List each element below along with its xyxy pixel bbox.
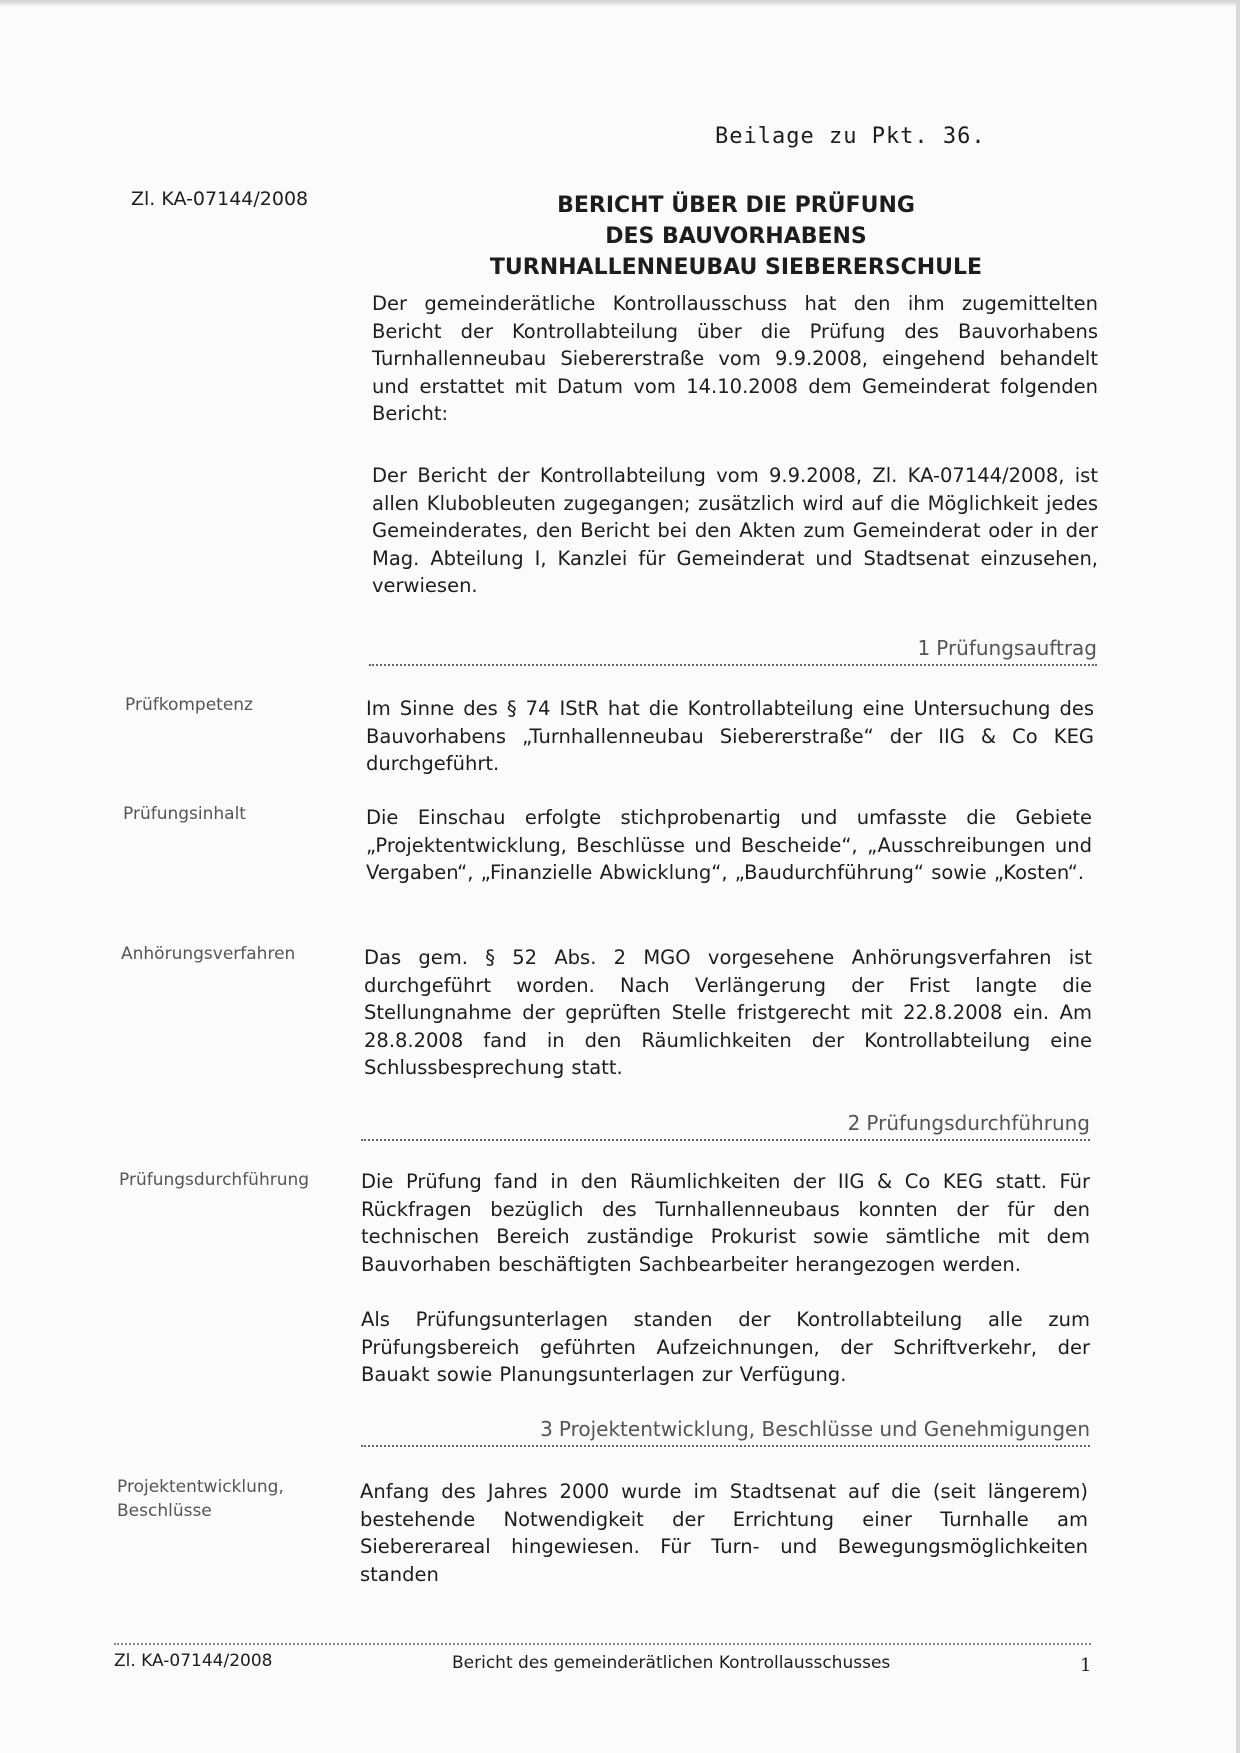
section-title: Prüfungsauftrag [936, 636, 1097, 660]
side-label-pruefungsinhalt: Prüfungsinhalt [123, 804, 246, 824]
section-number: 3 [540, 1417, 553, 1441]
paragraph-pruefungsinhalt: Die Einschau erfolgte stichprobenartig und umfasste die Gebiete „Projektentwicklung, Beschlüsse und Bescheide“, „Ausschreibungen und Vergaben“, „Finanzielle Abwicklung“, „Baudurchführung“ sowie „Kosten“. [366, 806, 1092, 884]
title-line-1: BERICHT ÜBER DIE PRÜFUNG [557, 193, 915, 218]
section-3-heading [361, 1417, 1090, 1447]
title-line-3: TURNHALLENNEUBAU SIEBERERSCHULE [489, 255, 983, 280]
beilage-note: Beilage zu Pkt. 36. [715, 124, 986, 149]
scan-top-edge [0, 0, 1240, 7]
intro-paragraph-1: Der gemeinderätliche Kontrollausschuss hat den ihm zugemittelten Bericht der Kontrollabteilung über die Prüfung des Bauvorhabens Turnhallenneubau Siebererstraße vom 9.9.2008, eingehend behandelt und erstattet mit Datum vom 14.10.2008 dem Gemeinderat folgenden Bericht: [372, 292, 1098, 425]
intro-paragraph-2: Der Bericht der Kontrollabteilung vom 9.9.2008, Zl. KA-07144/2008, ist allen Klubobleuten zugegangen; zusätzlich wird auf die Möglichkeit jedes Gemeinderates, den Bericht bei den Akten zum Gemeinderat oder in der Mag. Abteilung I, Kanzlei für Gemeinderat und Stadtsenat einzusehen, verwiesen. [372, 464, 1098, 597]
section-number: 2 [847, 1111, 861, 1135]
title-line-2: DES BAUVORHABENS [605, 224, 867, 249]
section-title: Prüfungsdurchführung [866, 1111, 1090, 1135]
side-label-anhoerungsverfahren: Anhörungsverfahren [121, 944, 296, 964]
section-1-heading [369, 636, 1097, 666]
section-title: Projektentwicklung, Beschlüsse und Genehmigungen [558, 1417, 1090, 1441]
paragraph-pruefungsunterlagen: Als Prüfungsunterlagen standen der Kontrollabteilung alle zum Prüfungsbereich geführten Aufzeichnungen, der Schriftverkehr, der Bauakt sowie Planungsunterlagen zur Verfügung. [361, 1308, 1090, 1386]
side-label-projektentwicklung: Projektentwicklung, Beschlüsse [117, 1477, 284, 1521]
footer-reference: Zl. KA-07144/2008 [114, 1651, 273, 1671]
section-2-heading [361, 1111, 1090, 1141]
paragraph-projektentwicklung: Anfang des Jahres 2000 wurde im Stadtsenat auf die (seit längerem) bestehende Notwendigkeit der Errichtung einer Turnhalle am Siebererareal hingewiesen. Für Turn- und Bewegungsmöglichkeiten standen [360, 1480, 1088, 1586]
document-reference: Zl. KA-07144/2008 [131, 188, 309, 210]
scan-right-edge [1236, 0, 1240, 1753]
section-number: 1 [917, 636, 931, 660]
footer-divider [114, 1643, 1091, 1645]
paragraph-anhoerungsverfahren: Das gem. § 52 Abs. 2 MGO vorgesehene Anhörungsverfahren ist durchgeführt worden. Nach Verlängerung der Frist langte die Stellungnahme der geprüften Stelle fristgerecht mit 22.8.2008 ein. Am 28.8.2008 fand in den Räumlichkeiten der Kontrollabteilung eine Schlussbesprechung statt. [364, 946, 1092, 1079]
side-label-pruefungsdurchfuehrung: Prüfungsdurchführung [119, 1170, 310, 1190]
paragraph-pruefungsdurchfuehrung: Die Prüfung fand in den Räumlichkeiten der IIG & Co KEG statt. Für Rückfragen bezüglich des Turnhallenneubaus konnten der für den technischen Bereich zuständige Prokurist sowie sämtliche mit dem Bauvorhaben beschäftigten Sachbearbeiter herangezogen werden. [361, 1170, 1090, 1276]
page-number: 1 [1080, 1655, 1092, 1676]
footer-title: Bericht des gemeinderätlichen Kontrollausschusses [452, 1653, 891, 1673]
side-label-pruefkompetenz: Prüfkompetenz [125, 695, 253, 715]
paragraph-pruefkompetenz: Im Sinne des § 74 IStR hat die Kontrollabteilung eine Untersuchung des Bauvorhabens „Turnhallenneubau Siebererstraße“ der IIG & Co KEG durchgeführt. [366, 697, 1094, 775]
report-title [436, 190, 1036, 283]
